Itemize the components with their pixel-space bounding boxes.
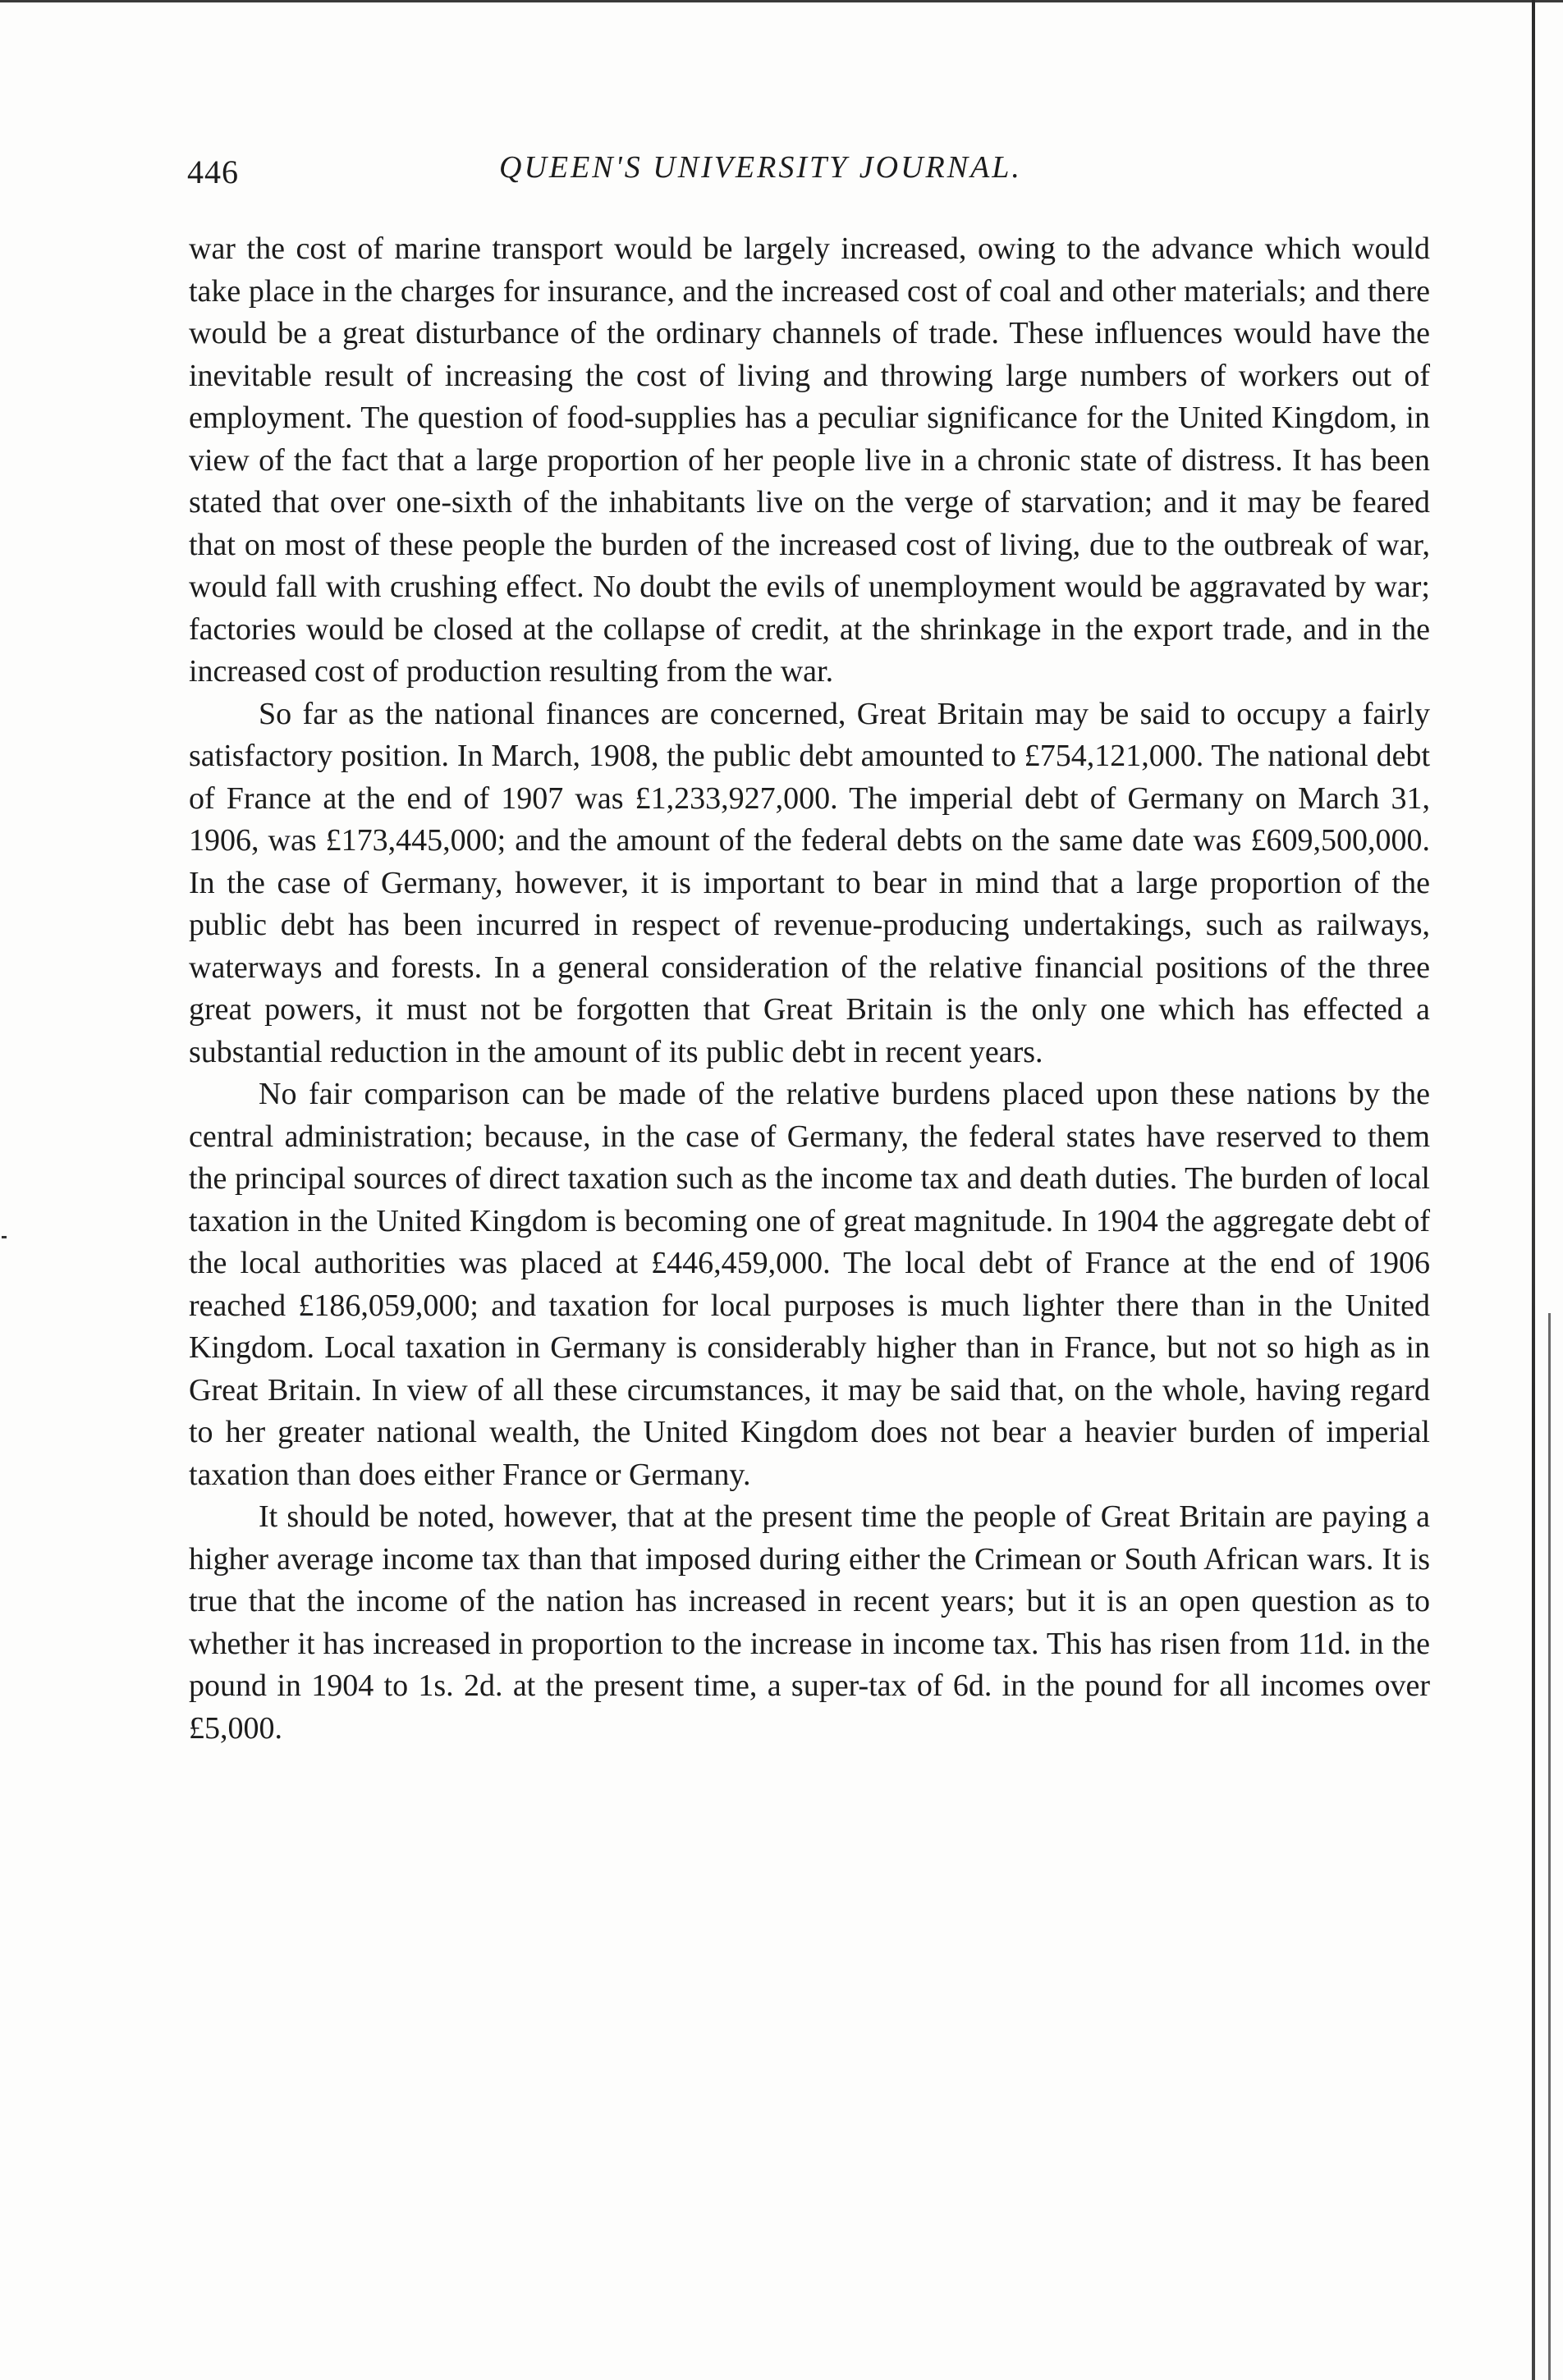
paragraph: So far as the national finances are concerned, Great Britain may be said to occupy a fairly satisfactory position. In March, 1908, the public debt amounted to £754,121,000. The national debt of France at the end of 1907 was £1,233,927,000. The imperial debt of Germany on March 31, 1906, was £173,445,000; and the amount of the federal debts on the same date was £609,500,000. In the case of Germany, however, it is important to bear in mind that a large proportion of the public debt has been incurred in respect of revenue-producing undertakings, such as railways, waterways and forests. In a general consideration of the relative financial positions of the three great powers, it must not be forgotten that Great Britain is the only one which has effected a substantial reduction in the amount of its public debt in recent years. [189,696,1430,1069]
paragraph: It should be noted, however, that at the present time the people of Great Britain are paying a higher average income tax than that imposed during either the Crimean or South African wars. It is true that the income of the nation has increased in recent years; but it is an open question as to whether it has increased in proportion to the increase in income tax. This has risen from 11d. in the pound in 1904 to 1s. 2d. at the present time, a super-tax of 6d. in the pound for all incomes over £5,000. [189,1499,1430,1746]
paragraph: No fair comparison can be made of the relative burdens placed upon these nations by the central administration; because, in the case of Germany, the federal states have reserved to them the principal sources of direct taxation such as the income tax and death duties. The burden of local taxation in the United Kingdom is becoming one of great magnitude. In 1904 the aggregate debt of the local authorities was placed at £446,459,000. The local debt of France at the end of 1906 reached £186,059,000; and taxation for local purposes is much lighter there than in the United Kingdom. Local taxation in Germany is considerably higher than in France, but not so high as in Great Britain. In view of all these circumstances, it may be said that, on the whole, having regard to her greater national wealth, the United Kingdom does not bear a heavier burden of imperial taxation than does either France or Germany. [189,1077,1430,1492]
paragraph: war the cost of marine transport would be largely increased, owing to the advance which would take place in the charges for insurance, and the increased cost of coal and other materials; and there would be a great disturbance of the ordinary channels of trade. These influences would have the inevitable result of increasing the cost of living and throwing large numbers of workers out of employment. The question of food-supplies has a peculiar significance for the United Kingdom, in view of the fact that a large proportion of her people live in a chronic state of distress. It has been stated that over one-sixth of the inhabitants live on the verge of starvation; and it may be feared that on most of these people the burden of the increased cost of living, due to the outbreak of war, would fall with crushing effect. No doubt the evils of unemployment would be aggravated by war; factories would be closed at the collapse of credit, at the shrinkage in the export trade, and in the increased cost of production resulting from the war. [189,231,1430,689]
page-header [187,146,1435,195]
scan-margin-mark [2,1236,7,1238]
body-text [189,228,1430,1750]
page-number: 446 [187,153,239,190]
scan-right-edge [1532,0,1535,2380]
scan-binding-shadow [1548,1313,1551,2380]
running-head: QUEEN'S UNIVERSITY JOURNAL. [499,150,1022,185]
scan-top-edge [0,0,1563,2]
